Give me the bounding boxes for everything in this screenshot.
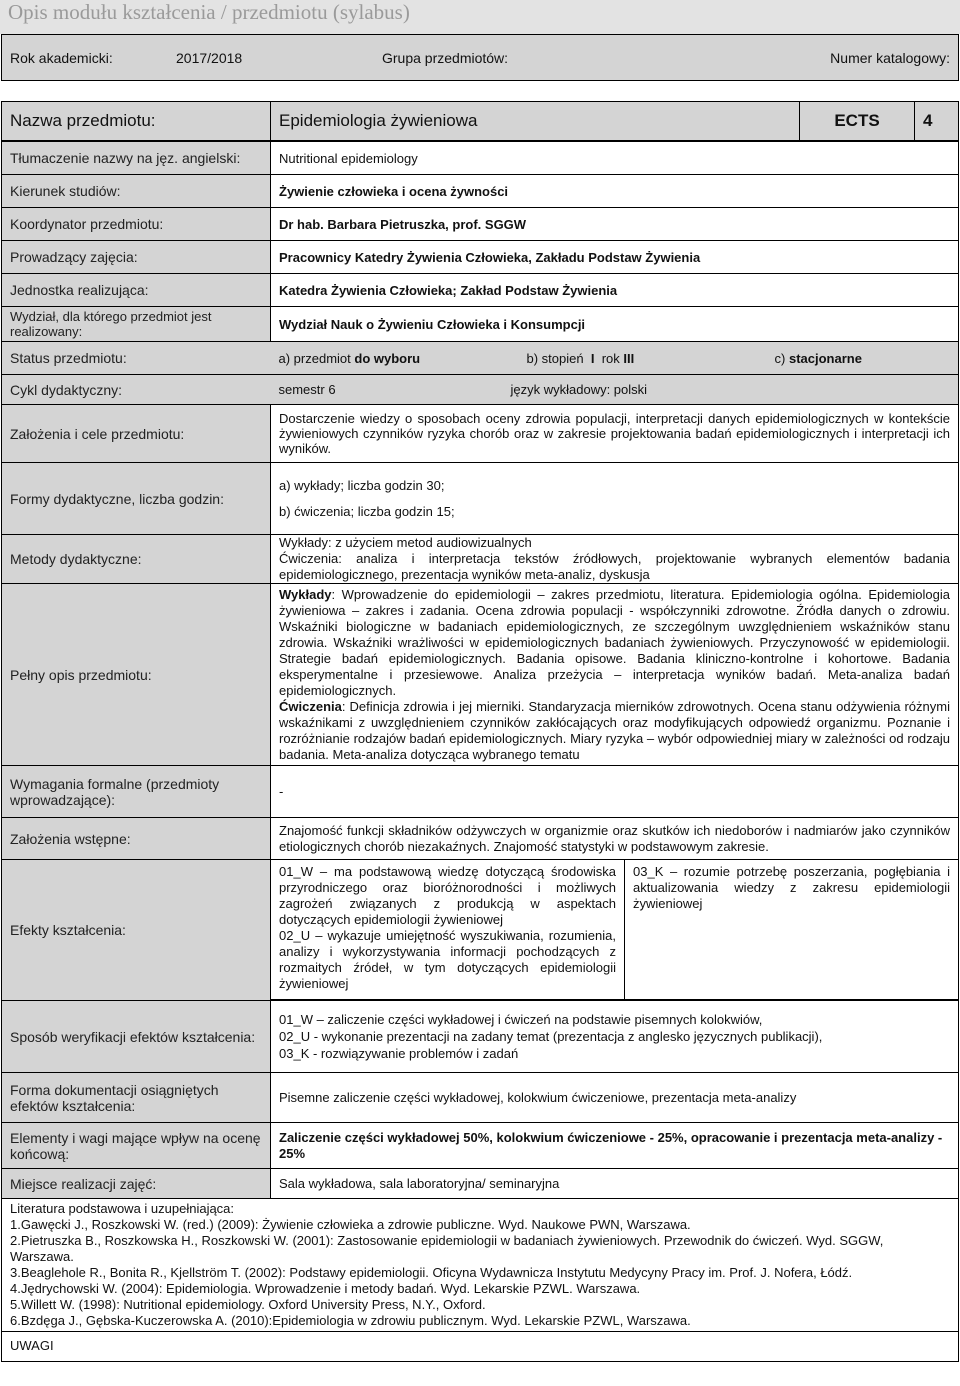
literatura-item: 2.Pietruszka B., Roszkowska H., Roszkowski W. (2001): Zastosowanie epidemiologii w badaniach żywieniowych. Przewodnik do ćwiczeń. Wyd. SGGW, Warszawa. [10,1233,884,1264]
wymagania-label: Wymagania formalne (przedmioty wprowadzające): [2,766,271,818]
pelny-cwiczenia-text: : Definicja zdrowia i jej mierniki. Standaryzacja mierników zdrowotnych. Ocena stanu odżywienia różnymi wskaźnikami z uwzględnieniem czynników zakłócających oraz modyfikujących odpowiedź organizmu. Poznanie i rozróżnianie rodzajów badań epidemiologicznych. Miary ryzyka – wybór odpowiedniej miary w zależności od rodzaju badania. Meta-analiza dotycząca wybranego tematu [279,698,950,762]
literatura-title: Literatura podstawowa i uzupełniająca: [10,1201,235,1216]
wymagania-value: - [271,766,959,818]
literatura-item: 1.Gawęcki J., Roszkowski W. (red.) (2009): Żywienie człowieka a zdrowie publiczne. Wyd. Naukowe PWN, Warszawa. [10,1217,691,1232]
forma-dok-value: Pisemne zaliczenie części wykładowej, kolokwium ćwiczeniowe, prezentacja meta-analizy [271,1073,959,1123]
wydzial-value: Wydział Nauk o Żywieniu Człowieka i Konsumpcji [271,307,959,342]
efekty-values [271,860,959,1001]
cykl-semestr: semestr 6 [271,382,503,397]
sposob-l2: 02_U - wykonanie prezentacji na zadany temat (prezentacja z anglesko języcznych publikacji), [279,1029,823,1044]
status-b-rok-value: III [623,350,635,366]
elementy-value: Zaliczenie części wykładowej 50%, kolokwium ćwiczeniowe - 25%, opracowanie i prezentacja meta-analizy - 25% [271,1123,959,1169]
name-label: Nazwa przedmiotu: [2,102,271,141]
cykl-jezyk: język wykładowy: polski [503,382,959,397]
status-b-prefix: b) stopień [526,350,584,366]
ects-value: 4 [923,111,933,130]
sposob-values [271,1001,959,1073]
koordynator-value: Dr hab. Barbara Pietruszka, prof. SGGW [271,208,959,241]
jednostka-value: Katedra Żywienia Człowieka; Zakład Podstaw Żywienia [271,274,959,307]
ects-label: ECTS [800,102,915,141]
status-c [767,351,959,366]
syllabus-table [1,141,959,1199]
literatura-item: 6.Bzdęga J., Gębska-Kuczerowska A. (2010):Epidemiologia w zdrowiu publicznym. Wyd. Lekarskie PZWL, Warszawa. [10,1313,691,1328]
status-b-rok: rok [601,350,620,366]
rok-label: Rok akademicki: [10,49,113,66]
koordynator-label: Koordynator przedmiotu: [2,208,271,241]
translation-label: Tłumaczenie nazwy na jęz. angielski: [2,142,271,175]
miejsce-value: Sala wykładowa, sala laboratoryjna/ seminaryjna [271,1169,959,1199]
name-bar [1,101,959,141]
literatura-section [1,1199,959,1332]
status-label: Status przedmiotu: [2,342,271,375]
status-a-prefix: a) przedmiot [278,350,351,366]
elementy-label: Elementy i wagi mające wpływ na ocenę końcową: [2,1123,271,1169]
sposob-l3: 03_K - rozwiązywanie problemów i zadań [279,1046,519,1061]
pelny-values [271,584,959,766]
zalozenia-label: Założenia i cele przedmiotu: [2,405,271,463]
document-title: Opis modułu kształcenia / przedmiotu (sylabus) [0,0,960,34]
status-c-value: stacjonarne [788,350,862,366]
status-c-prefix: c) [774,350,786,366]
formy-a: a) wykłady; liczba godzin 30; [279,477,445,493]
name-value: Epidemiologia żywieniowa [279,111,478,130]
numer-label: Numer katalogowy: [830,49,950,66]
zal-wstepne-value: Znajomość funkcji składników odżywczych w organizmie oraz skutków ich niedoborów i nadmiarów jako czynników etiologicznych chorób niezakaźnych. Znajomość statystyki w podstawowym zakresie. [271,818,959,860]
status-values [271,342,959,375]
prowadzacy-value: Pracownicy Katedry Żywienia Człowieka, Zakładu Podstaw Żywienia [271,241,959,274]
translation-value: Nutritional epidemiology [271,142,959,175]
formy-b: b) ćwiczenia; liczba godzin 15; [279,503,455,519]
kierunek-label: Kierunek studiów: [2,175,271,208]
status-b [519,351,767,366]
uwagi-section: UWAGI [1,1332,959,1362]
prowadzacy-label: Prowadzący zajęcia: [2,241,271,274]
zal-wstepne-label: Założenia wstępne: [2,818,271,860]
status-a-value: do wyboru [354,350,421,366]
cykl-label: Cykl dydaktyczny: [2,375,271,405]
metody-line2: Ćwiczenia: analiza i interpretacja tekstów źródłowych, projektowanie wybranych elementów badania epidemiologicznego, prezentacja wyników meta-analiz, dyskusja [279,551,950,582]
formy-values [271,463,959,535]
sposob-l1: 01_W – zaliczenie części wykładowej i ćwiczeń na podstawie pisemnych kolokwiów, [279,1012,763,1027]
metody-label: Metody dydaktyczne: [2,535,271,584]
header-bar [1,34,959,81]
jednostka-label: Jednostka realizująca: [2,274,271,307]
pelny-cwiczenia-head: Ćwiczenia [279,698,342,714]
pelny-label: Pełny opis przedmiotu: [2,584,271,766]
miejsce-label: Miejsce realizacji zajęć: [2,1169,271,1199]
efekty-left: 01_W – ma podstawową wiedzę dotyczącą środowiska przyrodniczego oraz bioróżnorodności i możliwych zagrożeń związanych z produkcją w aspektach dotyczących epidemiologii żywieniowej 02_U – wykazuje umiejętność wyszukiwania, rozumienia, analizy i wykorzystywania informacji pochodzących z rozmaitych źródeł, w tym dotyczących epidemiologii żywieniowej [271,860,625,1000]
literatura-item: 4.Jędrychowski W. (2004): Epidemiologia. Wprowadzenie i metody badań. Wyd. Lekarskie PZWL. Warszawa. [10,1281,641,1296]
efekty-right: 03_K – rozumie potrzebę poszerzania, pogłębiania i aktualizowania wiedzy z zakresu epidemiologii żywieniowej [625,860,959,1000]
pelny-wyklady-text: : Wprowadzenie do epidemiologii – zakres przedmiotu, literatura. Epidemiologia ogólna. Epidemiologia żywieniowa – zakres i zadania. Ocena zdrowia populacji - współczynniki zdrowotne. Źródła danych o zdrowiu. Wskaźniki biologiczne w badaniach epidemiologicznych, ze szczególnym uwzględnieniem wskaźników stanu zdrowia. Wskaźniki wrażliwości w epidemiologicznych badaniach żywieniowych. Przyczynowość w epidemiologii. Strategie badań epidemiologicznych. Badania opisowe. Badania kliniczno-kontrolne i kohortowe. Badania eksperymentalne i przesiewowe. Analiza przeżycia – interpretacja wyników badań. Meta-analiza badań epidemiologicznych. [279,586,950,698]
zalozenia-value: Dostarczenie wiedzy o sposobach oceny zdrowia populacji, interpretacji danych epidemiologicznych w kontekście żywieniowych czynników ryzyka chorób oraz w zakresie projektowania badań epidemiologicznych i interpretacji ich wyników. [271,405,959,463]
efekty-label: Efekty kształcenia: [2,860,271,1001]
literatura-item: 5.Willett W. (1998): Nutritional epidemiology. Oxford University Press, N.Y., Oxford. [10,1297,486,1312]
pelny-wyklady-head: Wykłady [279,586,332,602]
kierunek-value: Żywienie człowieka i ocena żywności [271,175,959,208]
formy-label: Formy dydaktyczne, liczba godzin: [2,463,271,535]
cykl-values [271,375,959,405]
sposob-label: Sposób weryfikacji efektów kształcenia: [2,1001,271,1073]
status-a [271,351,519,366]
literatura-item: 3.Beaglehole R., Bonita R., Kjellström T. (2002): Podstawy epidemiologii. Oficyna Wydawnicza Instytutu Medycyny Pracy im. Prof. J. Nofera, Łódź. [10,1265,853,1280]
rok-value: 2017/2018 [176,49,243,66]
metody-line1: Wykłady: z użyciem metod audiowizualnych [279,535,532,550]
forma-dok-label: Forma dokumentacji osiągniętych efektów kształcenia: [2,1073,271,1123]
grupa-label: Grupa przedmiotów: [382,49,509,66]
wydzial-label: Wydział, dla którego przedmiot jest realizowany: [2,307,271,342]
metody-values [271,535,959,584]
status-b-level: I [590,350,595,366]
